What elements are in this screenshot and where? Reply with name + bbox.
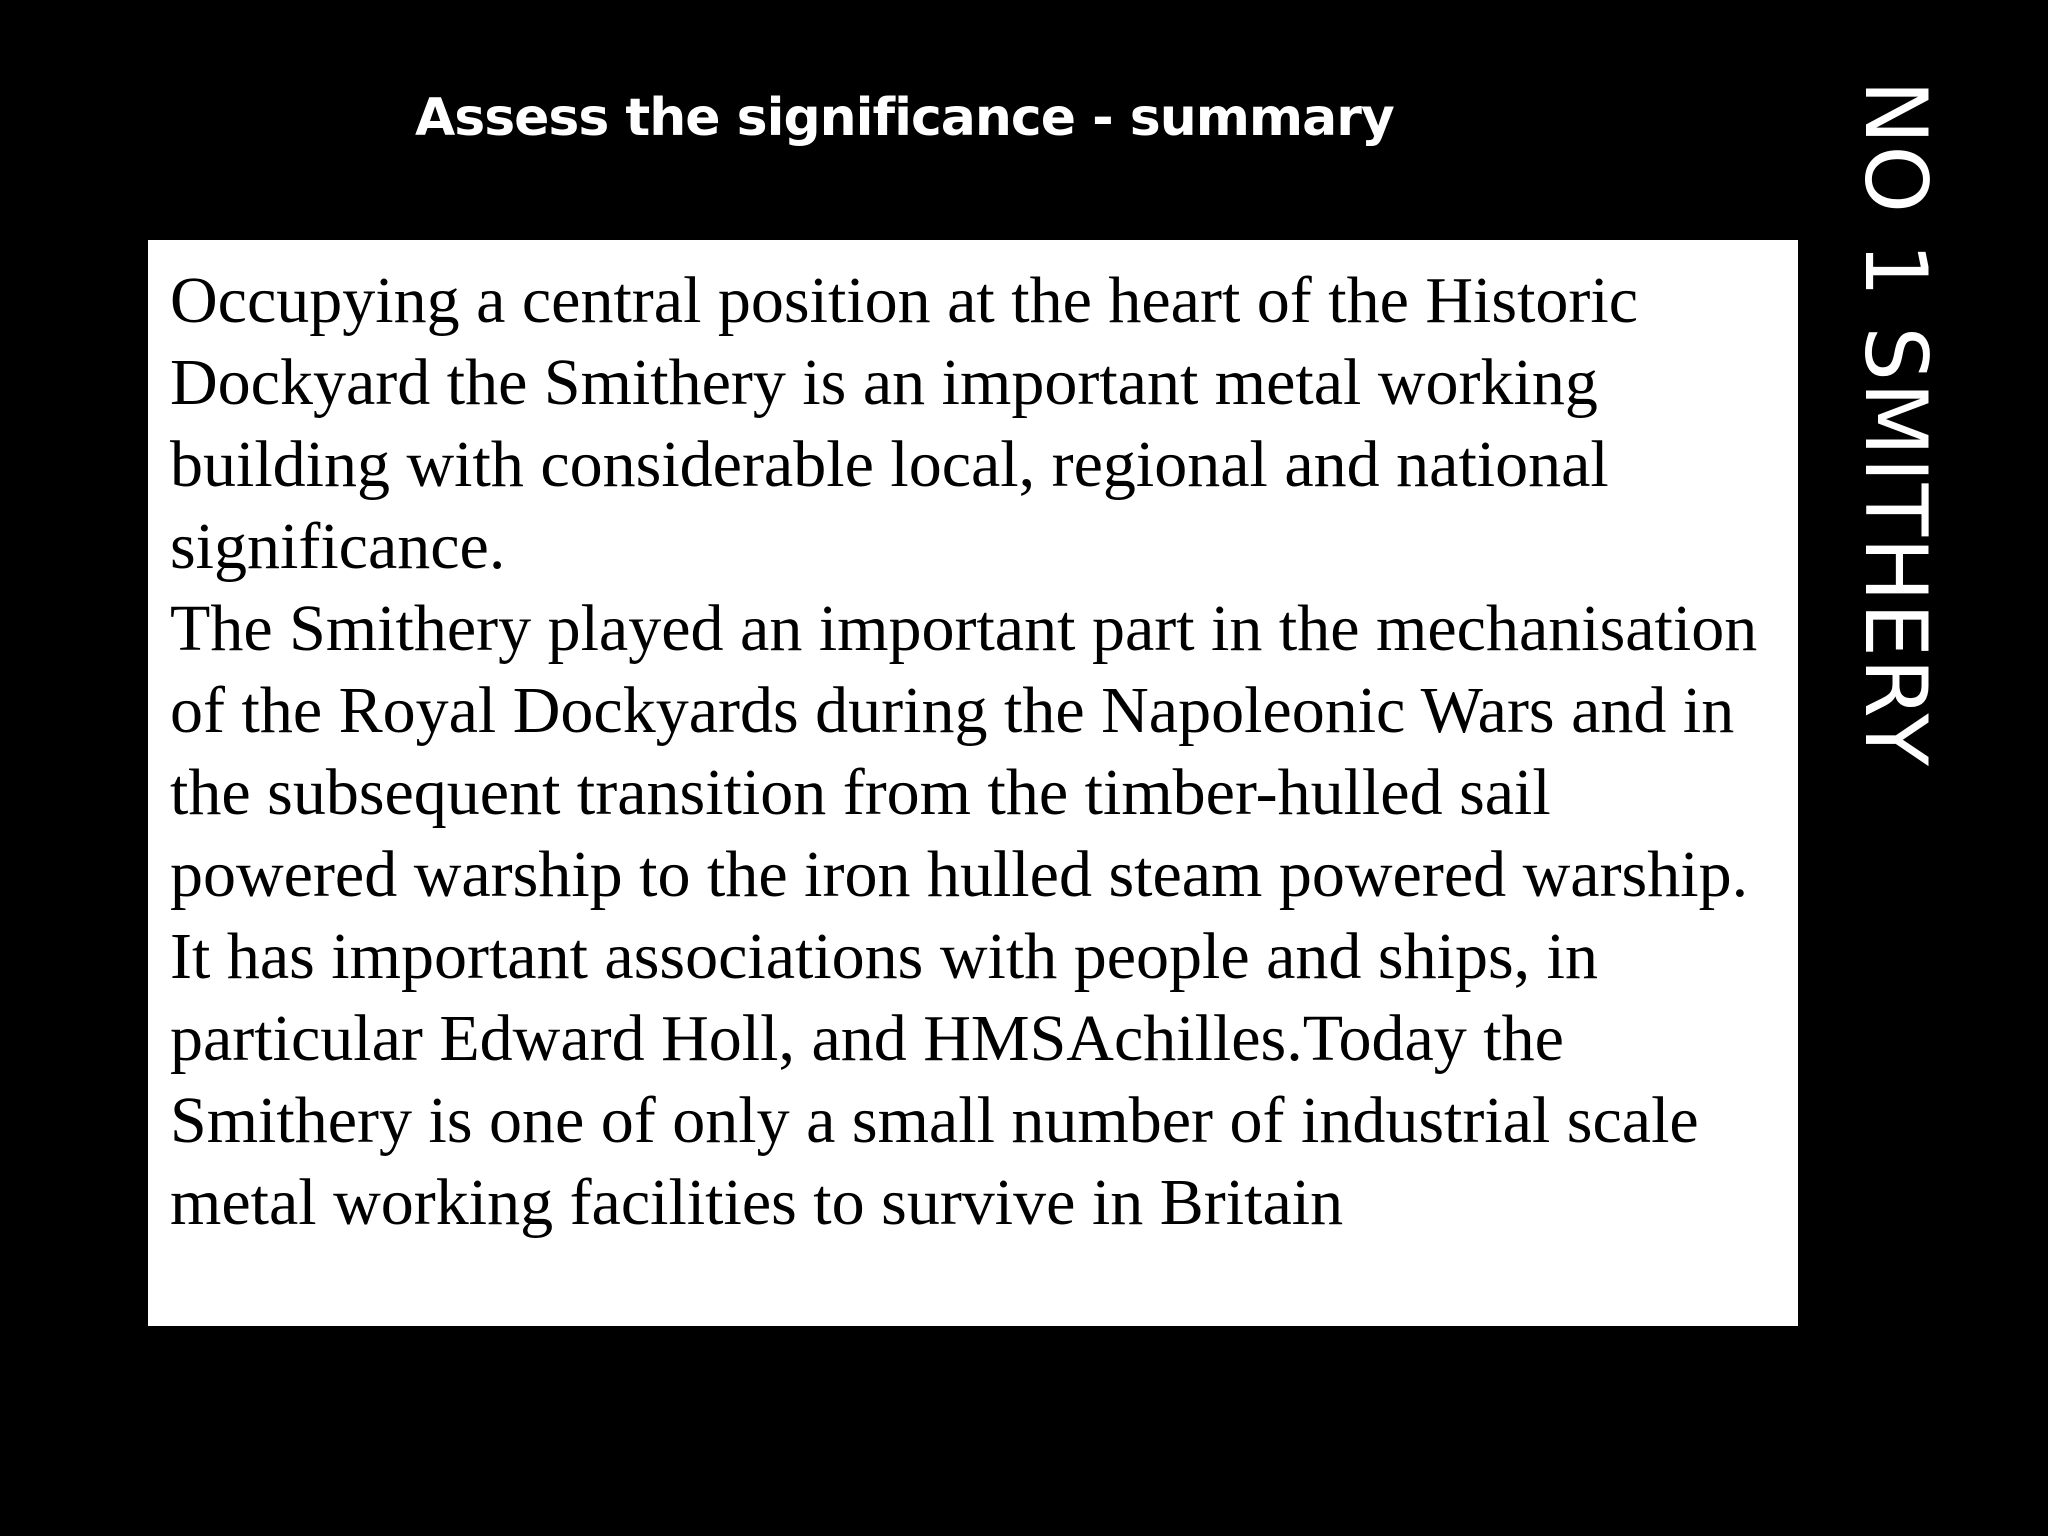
summary-text — [170, 260, 1778, 1244]
summary-text-box — [148, 240, 1798, 1326]
slide-title: Assess the significance - summary — [415, 88, 1394, 148]
side-title: NO 1 SMITHERY — [1845, 80, 1945, 767]
summary-paragraph-1: Occupying a central position at the heart of the Historic Dockyard the Smithery is an important metal working building with considerable local, regional and national significance. — [170, 264, 1639, 583]
summary-paragraph-2: The Smithery played an important part in the mechanisation of the Royal Dockyards during the Napoleonic Wars and in the subsequent transition from the timber-hulled sail powered warship to the iron hulled steam powered warship. It has important associations with people and ships, in particular Edward Holl, and HMSAchilles.Today the Smithery is one of only a small number of industrial scale metal working facilities to survive in Britain — [170, 592, 1758, 1239]
